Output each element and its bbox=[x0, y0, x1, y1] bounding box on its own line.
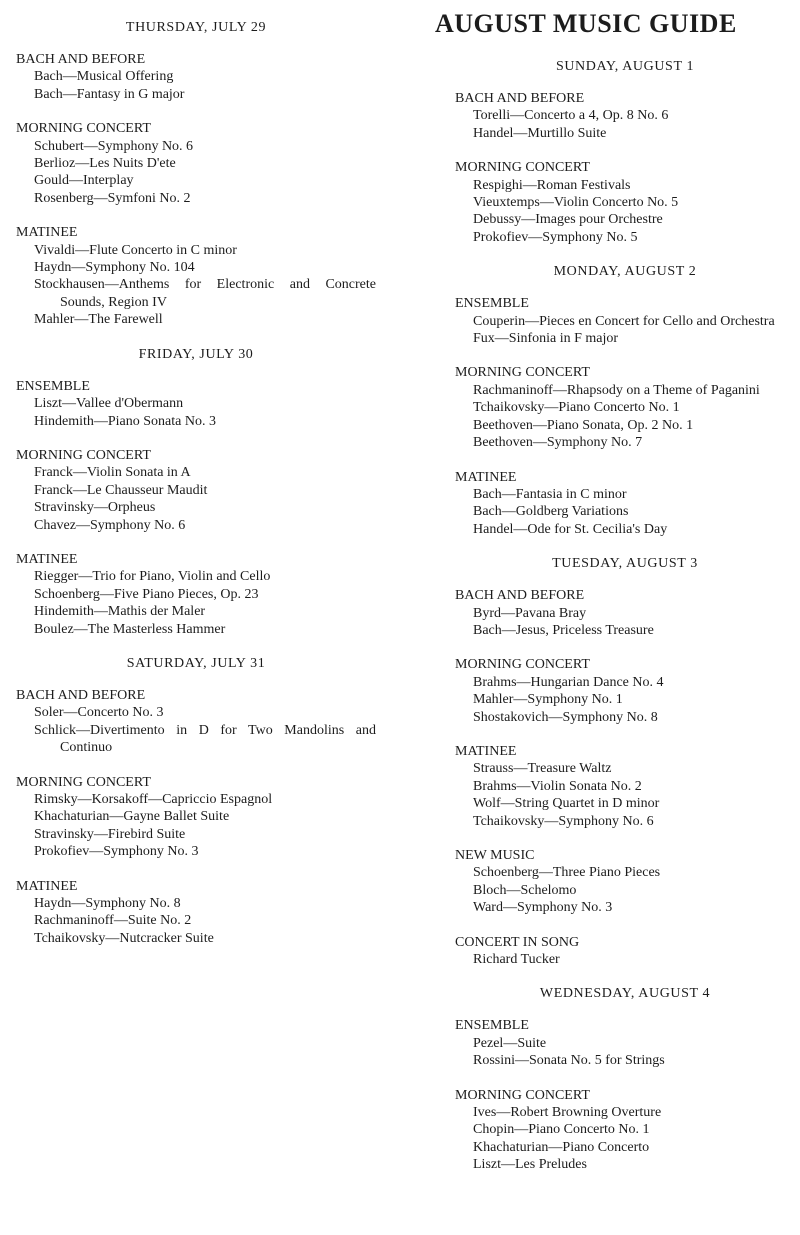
section-title: ENSEMBLE bbox=[16, 378, 90, 394]
program-item: Stravinsky—Orpheus bbox=[34, 500, 156, 516]
program-item: Tchaikovsky—Nutcracker Suite bbox=[34, 930, 214, 946]
program-item: Beethoven—Symphony No. 7 bbox=[473, 435, 643, 451]
section-title: BACH AND BEFORE bbox=[455, 588, 585, 604]
program-section bbox=[455, 1087, 795, 1174]
program-section bbox=[16, 878, 376, 948]
program-item: Franck—Le Chausseur Maudit bbox=[34, 482, 208, 498]
section-title: MATINEE bbox=[455, 469, 517, 485]
program-item: Beethoven—Piano Sonata, Op. 2 No. 1 bbox=[473, 417, 694, 433]
program-item: Handel—Murtillo Suite bbox=[473, 125, 607, 141]
section-title: MORNING CONCERT bbox=[455, 657, 590, 673]
program-item: Fux—Sinfonia in F major bbox=[473, 331, 619, 347]
section-title: MATINEE bbox=[16, 551, 78, 567]
program-item: Haydn—Symphony No. 104 bbox=[34, 260, 195, 276]
program-item: Ives—Robert Browning Overture bbox=[473, 1105, 662, 1121]
program-item: Liszt—Vallee d'Obermann bbox=[34, 396, 184, 412]
program-item: Prokofiev—Symphony No. 5 bbox=[473, 229, 638, 245]
program-item: Brahms—Hungarian Dance No. 4 bbox=[473, 674, 664, 690]
section-title: MORNING CONCERT bbox=[16, 121, 151, 137]
program-item: Bach—Fantasia in C minor bbox=[473, 486, 627, 502]
program-item: Prokofiev—Symphony No. 3 bbox=[34, 844, 199, 860]
program-section bbox=[16, 120, 376, 207]
section-title: BACH AND BEFORE bbox=[16, 52, 146, 67]
program-item: Vieuxtemps—Violin Concerto No. 5 bbox=[473, 195, 679, 211]
program-item: Wolf—String Quartet in D minor bbox=[473, 796, 660, 812]
guide-title: AUGUST MUSIC GUIDE bbox=[435, 9, 737, 38]
program-item: Rosenberg—Symfoni No. 2 bbox=[34, 190, 191, 206]
program-item: Couperin—Pieces en Concert for Cello and Orchestra bbox=[473, 313, 775, 329]
program-item: Mahler—The Farewell bbox=[34, 312, 163, 328]
program-item: Handel—Ode for St. Cecilia's Day bbox=[473, 521, 668, 537]
day-heading-friday-july-30: FRIDAY, JULY 30 bbox=[138, 346, 254, 362]
program-item: Richard Tucker bbox=[473, 952, 560, 968]
program-item: Pezel—Suite bbox=[473, 1035, 547, 1051]
program-item: Tchaikovsky—Piano Concerto No. 1 bbox=[473, 400, 680, 416]
right-days bbox=[455, 58, 795, 1174]
program-item: Schoenberg—Three Piano Pieces bbox=[473, 865, 661, 881]
program-item: Respighi—Roman Festivals bbox=[473, 177, 631, 193]
section-title: MATINEE bbox=[455, 743, 517, 759]
program-item: Ward—Symphony No. 3 bbox=[473, 900, 613, 916]
section-title: MORNING CONCERT bbox=[455, 1087, 590, 1103]
program-section bbox=[16, 224, 376, 328]
program-item: Rossini—Sonata No. 5 for Strings bbox=[473, 1053, 665, 1069]
day-heading-tuesday-august-3: TUESDAY, AUGUST 3 bbox=[552, 556, 698, 572]
day-heading-wednesday-august-4: WEDNESDAY, AUGUST 4 bbox=[539, 986, 711, 1002]
section-title: MORNING CONCERT bbox=[455, 365, 590, 381]
day-heading-sunday-august-1: SUNDAY, AUGUST 1 bbox=[555, 59, 695, 74]
program-item: Byrd—Pavana Bray bbox=[473, 605, 587, 621]
program-item: Franck—Violin Sonata in A bbox=[34, 465, 191, 481]
section-title: MATINEE bbox=[16, 878, 78, 894]
program-item: Liszt—Les Preludes bbox=[473, 1157, 587, 1173]
program-item: Mahler—Symphony No. 1 bbox=[473, 692, 623, 708]
program-section bbox=[455, 743, 795, 830]
section-title: MORNING CONCERT bbox=[16, 774, 151, 790]
section-title: MORNING CONCERT bbox=[16, 447, 151, 463]
program-item: Schlick—Divertimento in D for Two Mandolins and Continuo bbox=[34, 722, 376, 756]
program-section bbox=[455, 159, 795, 246]
program-item: Khachaturian—Gayne Ballet Suite bbox=[34, 809, 230, 825]
program-item: Vivaldi—Flute Concerto in C minor bbox=[34, 242, 237, 258]
program-item: Gould—Interplay bbox=[34, 173, 134, 189]
program-section bbox=[455, 1017, 795, 1069]
program-item: Bach—Goldberg Variations bbox=[473, 504, 629, 520]
program-item: Schubert—Symphony No. 6 bbox=[34, 138, 194, 154]
program-item: Shostakovich—Symphony No. 8 bbox=[473, 709, 658, 725]
program-item: Brahms—Violin Sonata No. 2 bbox=[473, 778, 642, 794]
program-section bbox=[455, 90, 795, 142]
program-item: Hindemith—Mathis der Maler bbox=[34, 604, 206, 620]
section-title: BACH AND BEFORE bbox=[16, 687, 146, 703]
program-section bbox=[455, 934, 795, 969]
program-section bbox=[455, 587, 795, 639]
program-item: Chavez—Symphony No. 6 bbox=[34, 517, 186, 533]
day-heading-saturday-july-31: SATURDAY, JULY 31 bbox=[126, 655, 266, 671]
program-item: Tchaikovsky—Symphony No. 6 bbox=[473, 813, 654, 829]
program-section bbox=[455, 295, 795, 347]
program-item: Strauss—Treasure Waltz bbox=[473, 761, 612, 777]
left-column bbox=[16, 19, 376, 964]
program-item: Haydn—Symphony No. 8 bbox=[34, 896, 181, 912]
program-section bbox=[455, 469, 795, 539]
program-item: Soler—Concerto No. 3 bbox=[34, 705, 164, 721]
program-item: Khachaturian—Piano Concerto bbox=[473, 1139, 650, 1155]
section-title: NEW MUSIC bbox=[455, 848, 535, 863]
program-section bbox=[16, 378, 376, 430]
program-section bbox=[16, 447, 376, 534]
program-item: Riegger—Trio for Piano, Violin and Cello bbox=[34, 569, 271, 585]
program-item: Rimsky—Korsakoff—Capriccio Espagnol bbox=[34, 792, 273, 807]
program-item: Boulez—The Masterless Hammer bbox=[34, 621, 226, 637]
program-section bbox=[16, 51, 376, 103]
section-title: MORNING CONCERT bbox=[455, 160, 590, 176]
section-title: MATINEE bbox=[16, 225, 78, 241]
program-section bbox=[16, 687, 376, 757]
right-column bbox=[435, 8, 795, 1191]
program-item: Schoenberg—Five Piano Pieces, Op. 23 bbox=[34, 586, 259, 602]
program-item: Hindemith—Piano Sonata No. 3 bbox=[34, 413, 216, 429]
program-section bbox=[455, 656, 795, 726]
section-title: CONCERT IN SONG bbox=[455, 934, 580, 950]
program-item: Chopin—Piano Concerto No. 1 bbox=[473, 1122, 650, 1138]
section-title: BACH AND BEFORE bbox=[455, 91, 585, 106]
program-item: Bach—Musical Offering bbox=[34, 69, 174, 85]
program-item: Bloch—Schelomo bbox=[473, 882, 577, 898]
program-item: Debussy—Images pour Orchestre bbox=[473, 212, 663, 228]
day-heading-monday-august-2: MONDAY, AUGUST 2 bbox=[553, 264, 697, 280]
program-item: Stravinsky—Firebird Suite bbox=[34, 826, 186, 842]
program-section bbox=[16, 774, 376, 861]
program-item: Rachmaninoff—Rhapsody on a Theme of Paganini bbox=[473, 382, 760, 398]
program-item: Bach—Jesus, Priceless Treasure bbox=[473, 622, 654, 638]
program-item: Torelli—Concerto a 4, Op. 8 No. 6 bbox=[473, 108, 669, 124]
section-title: ENSEMBLE bbox=[455, 296, 529, 312]
program-item: Bach—Fantasy in G major bbox=[34, 86, 185, 102]
day-heading-thursday-july-29: THURSDAY, JULY 29 bbox=[125, 20, 267, 35]
program-item: Rachmaninoff—Suite No. 2 bbox=[34, 913, 192, 929]
program-item: Stockhausen—Anthems for Electronic and Concrete Sounds, Region IV bbox=[34, 277, 376, 310]
section-title: ENSEMBLE bbox=[455, 1018, 529, 1034]
program-section bbox=[16, 551, 376, 638]
program-section bbox=[455, 364, 795, 451]
program-section bbox=[455, 847, 795, 917]
program-item: Berlioz—Les Nuits D'ete bbox=[34, 156, 176, 172]
